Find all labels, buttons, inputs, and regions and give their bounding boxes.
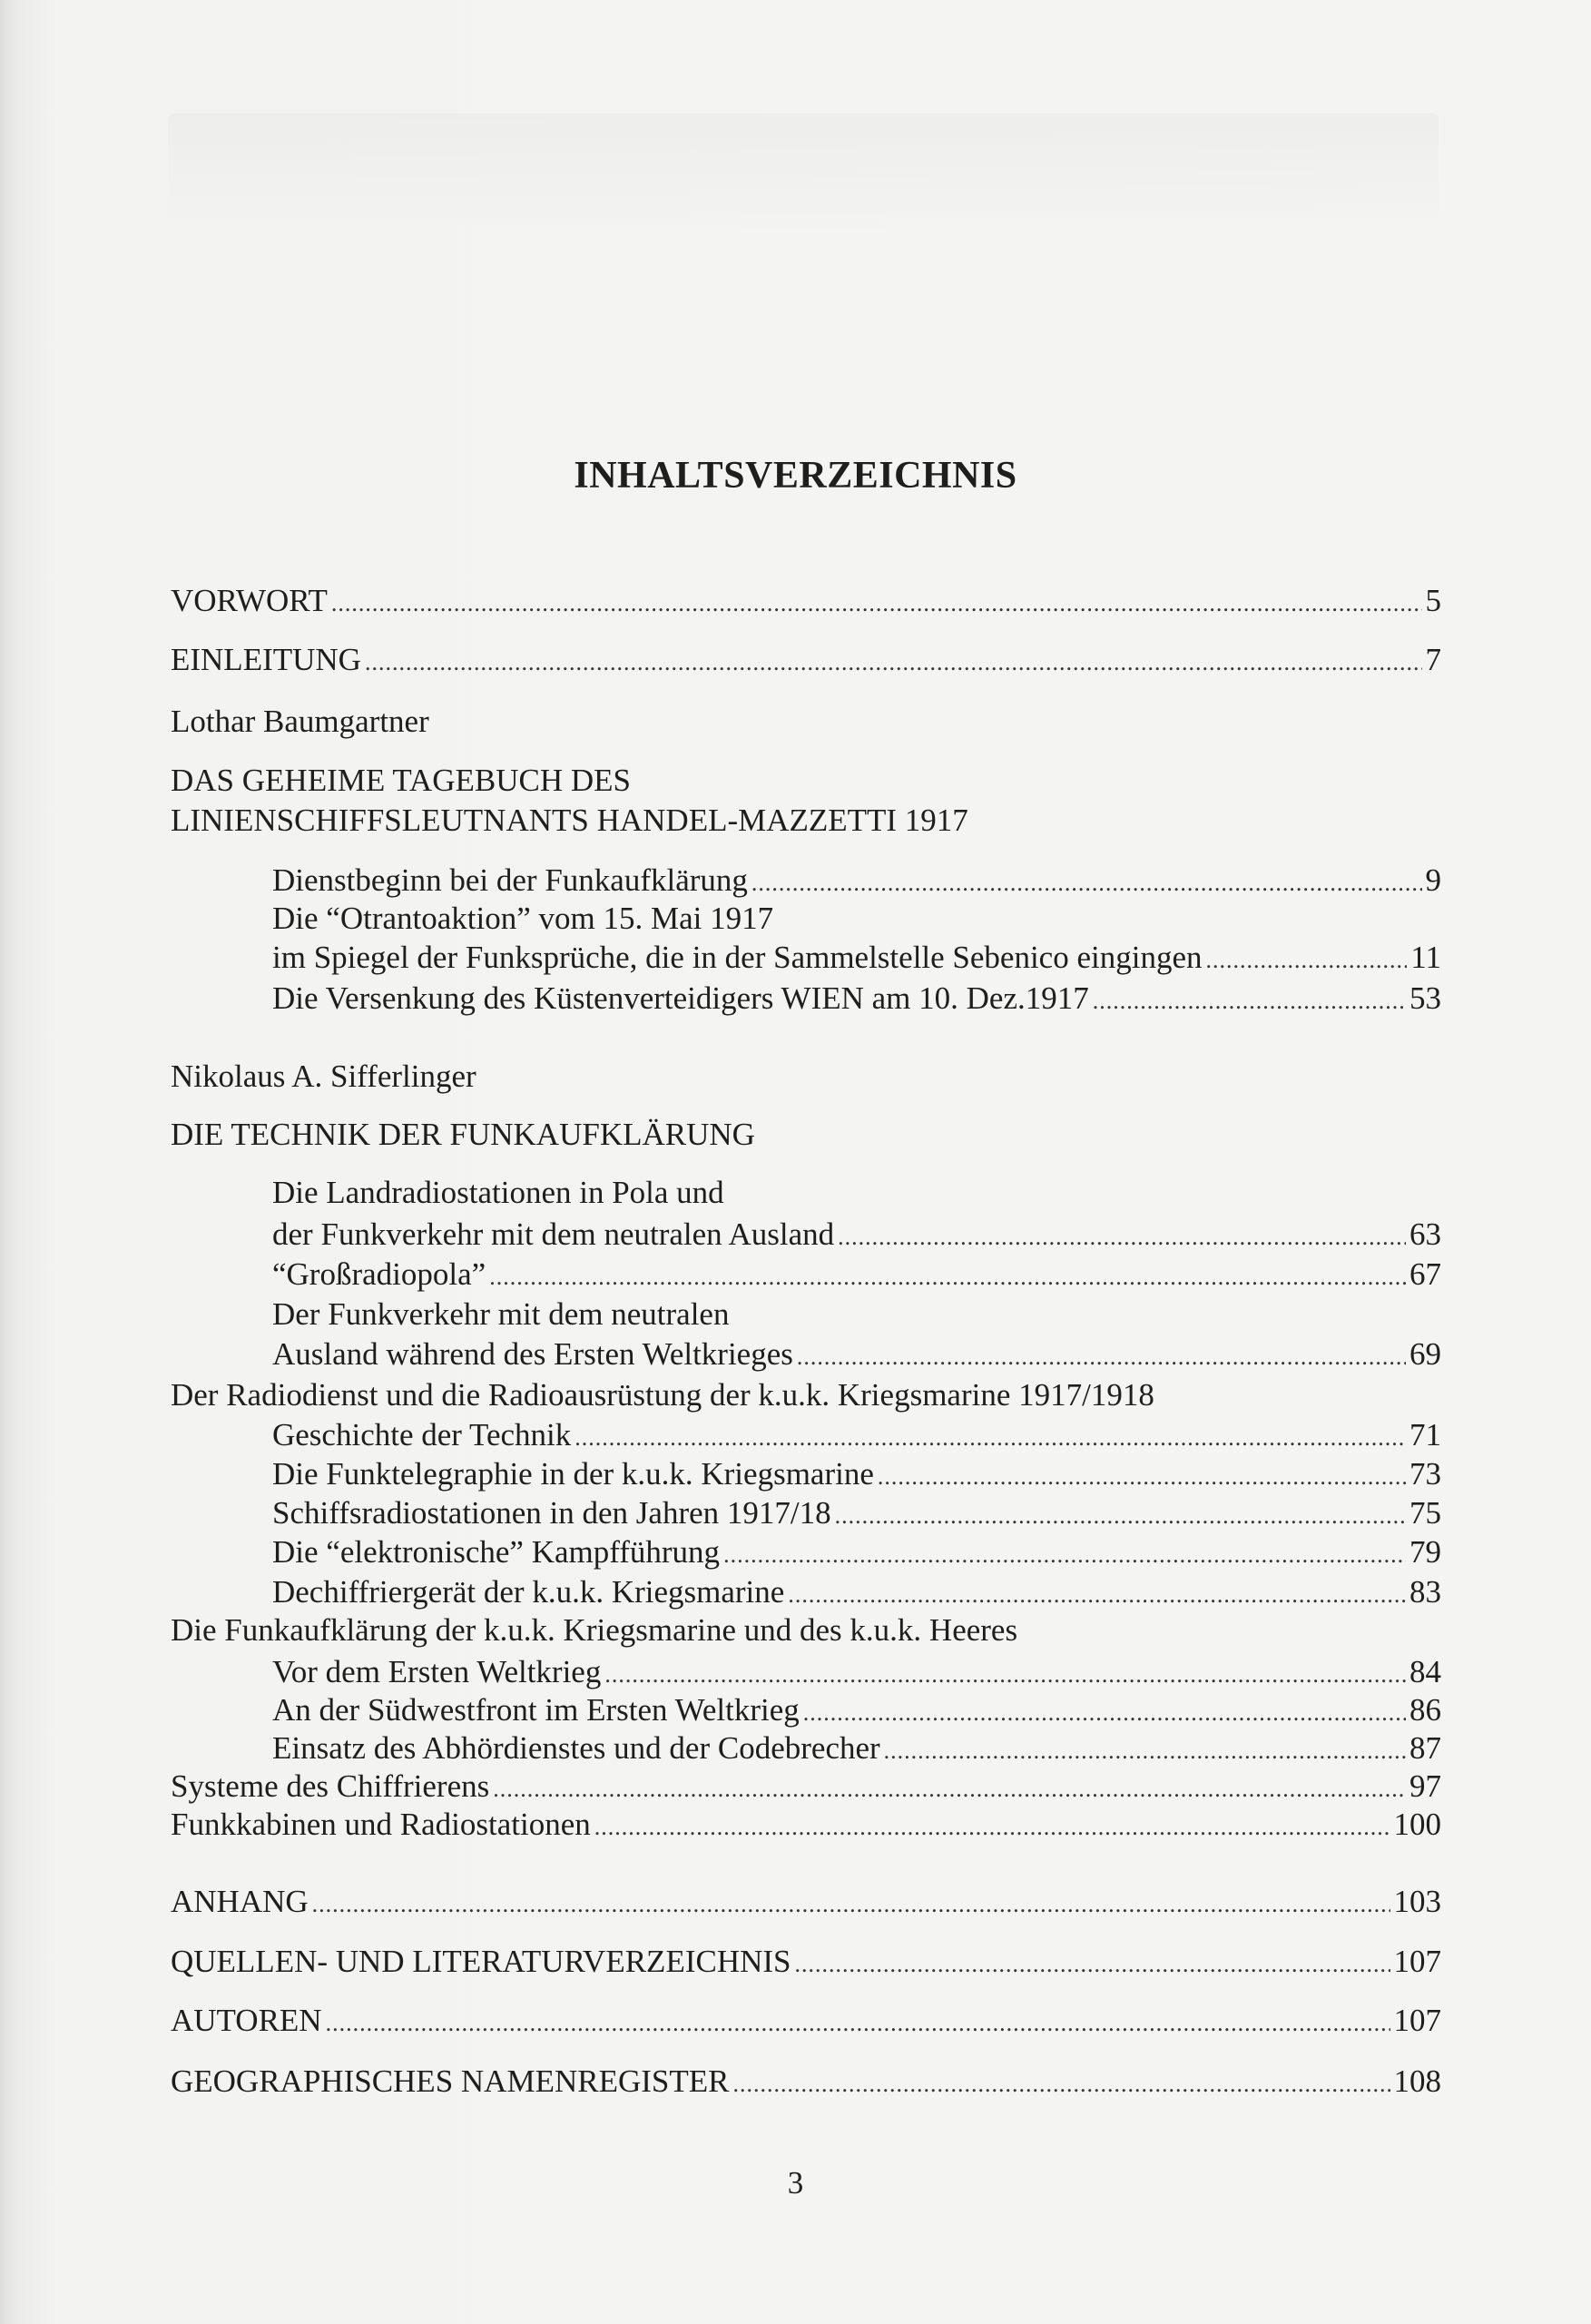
toc-entry-text: LINIENSCHIFFSLEUTNANTS HANDEL-MAZZETTI 1917 xyxy=(171,803,968,838)
dot-leader xyxy=(331,586,1422,622)
toc-entry xyxy=(272,1456,1441,1492)
dot-leader xyxy=(312,1886,1390,1923)
toc-entry-text: ANHANG xyxy=(171,1884,309,1919)
dot-leader xyxy=(795,1946,1390,1983)
toc-entry-text: Einsatz des Abhördienstes und der Codebrecher xyxy=(272,1730,880,1766)
toc-author xyxy=(171,704,1441,740)
toc-entry-text: An der Südwestfront im Ersten Weltkrieg xyxy=(272,1692,800,1728)
toc-entry-text: Systeme des Chiffrierens xyxy=(171,1768,490,1804)
toc-entry-register xyxy=(171,2063,1441,2100)
dot-leader xyxy=(493,1771,1406,1807)
toc-entry-page: 84 xyxy=(1409,1654,1441,1689)
toc-entry-quellen xyxy=(171,1944,1441,1980)
toc-entry-text: der Funkverkehr mit dem neutralen Ausland xyxy=(272,1216,835,1252)
toc-entry xyxy=(272,862,1441,899)
toc-entry-text: EINLEITUNG xyxy=(171,642,361,677)
toc-entry xyxy=(272,1495,1441,1531)
toc-entry xyxy=(272,1534,1441,1571)
toc-entry-text: GEOGRAPHISCHES NAMENREGISTER xyxy=(171,2063,730,2099)
dot-leader xyxy=(604,1657,1406,1693)
toc-entry-text: Ausland während des Ersten Weltkrieges xyxy=(272,1336,793,1372)
toc-entry-page: 108 xyxy=(1393,2063,1441,2099)
dot-leader xyxy=(884,1733,1406,1769)
toc-entry xyxy=(272,1216,1441,1253)
toc-subsection-heading xyxy=(171,1612,1441,1649)
dot-leader xyxy=(489,1259,1406,1295)
toc-entry-text: Nikolaus A. Sifferlinger xyxy=(171,1059,476,1094)
toc-entry-vorwort xyxy=(171,583,1441,619)
toc-entry-page: 63 xyxy=(1409,1216,1441,1252)
toc-entry-text: Funkkabinen und Radiostationen xyxy=(171,1807,591,1842)
show-through-shadow xyxy=(168,113,1439,231)
dot-leader xyxy=(835,1498,1406,1534)
toc-entry-text: Die Versenkung des Küstenverteidigers WIEN am 10. Dez.1917 xyxy=(272,980,1089,1016)
toc-entry-text: Die Landradiostationen in Pola und xyxy=(272,1175,724,1210)
toc-entry-page: 86 xyxy=(1409,1692,1441,1728)
toc-entry xyxy=(272,1574,1441,1610)
toc-entry-text: Die “elektronische” Kampfführung xyxy=(272,1534,721,1570)
toc-entry xyxy=(272,1692,1441,1728)
toc-entry-page: 83 xyxy=(1409,1574,1441,1610)
dot-leader xyxy=(723,1537,1406,1573)
dot-leader xyxy=(594,1809,1390,1846)
toc-entry-page: 107 xyxy=(1393,1944,1441,1979)
toc-entry-text: Vor dem Ersten Weltkrieg xyxy=(272,1654,602,1689)
toc-entry xyxy=(272,901,1441,937)
toc-entry xyxy=(272,1256,1441,1293)
toc-entry-page: 97 xyxy=(1409,1768,1441,1804)
toc-entry xyxy=(272,1336,1441,1373)
dot-leader xyxy=(878,1459,1406,1495)
page-title: INHALTSVERZEICHNIS xyxy=(574,455,1017,497)
toc-entry-text: Der Funkverkehr mit dem neutralen xyxy=(272,1296,730,1332)
toc-entry-text: Dienstbeginn bei der Funkaufklärung xyxy=(272,862,748,898)
toc-entry xyxy=(272,980,1441,1017)
dot-leader xyxy=(1093,983,1406,1019)
toc-entry-page: 103 xyxy=(1393,1884,1441,1919)
toc-entry xyxy=(272,1654,1441,1690)
toc-entry xyxy=(272,940,1441,976)
toc-entry-text: Die Funktelegraphie in der k.u.k. Kriegsmarine xyxy=(272,1456,874,1492)
dot-leader xyxy=(575,1420,1406,1456)
toc-section-heading xyxy=(171,803,1441,839)
toc-subsection-heading xyxy=(171,1377,1441,1413)
toc-entry xyxy=(272,1730,1441,1767)
dot-leader xyxy=(838,1219,1406,1256)
toc-entry-page: 107 xyxy=(1393,2003,1441,2038)
toc-entry-page: 9 xyxy=(1425,862,1441,898)
toc-entry-autoren xyxy=(171,2003,1441,2039)
dot-leader xyxy=(326,2005,1390,2042)
toc-section-heading xyxy=(171,763,1441,799)
toc-entry-text: DAS GEHEIME TAGEBUCH DES xyxy=(171,763,631,798)
toc-entry-text: QUELLEN- UND LITERATURVERZEICHNIS xyxy=(171,1944,791,1979)
toc-entry-page: 5 xyxy=(1425,583,1441,618)
toc-entry-text: Dechiffriergerät der k.u.k. Kriegsmarine xyxy=(272,1574,785,1610)
toc-entry-page: 11 xyxy=(1410,940,1441,975)
toc-entry-text: Lothar Baumgartner xyxy=(171,704,429,739)
toc-entry-text: DIE TECHNIK DER FUNKAUFKLÄRUNG xyxy=(171,1117,755,1152)
toc-section-heading xyxy=(171,1117,1441,1153)
dot-leader xyxy=(803,1695,1406,1731)
toc-entry xyxy=(171,1807,1441,1843)
page-number: 3 xyxy=(787,2165,804,2201)
toc-entry-text: Geschichte der Technik xyxy=(272,1417,572,1452)
toc-entry xyxy=(272,1296,1441,1333)
dot-leader xyxy=(797,1339,1406,1375)
toc-entry-text: AUTOREN xyxy=(171,2003,322,2038)
toc-entry xyxy=(272,1417,1441,1453)
dot-leader xyxy=(732,2066,1390,2102)
toc-entry-text: Die Funkaufklärung der k.u.k. Kriegsmarine und des k.u.k. Heeres xyxy=(171,1612,1018,1648)
toc-entry-page: 100 xyxy=(1393,1807,1441,1842)
toc-entry-page: 7 xyxy=(1425,642,1441,677)
toc-entry-anhang xyxy=(171,1884,1441,1920)
toc-entry-text: VORWORT xyxy=(171,583,328,618)
toc-entry-page: 53 xyxy=(1409,980,1441,1016)
toc-entry-text: “Großradiopola” xyxy=(272,1256,486,1292)
toc-entry-text: im Spiegel der Funksprüche, die in der Sammelstelle Sebenico eingingen xyxy=(272,940,1203,975)
toc-entry-text: Schiffsradiostationen in den Jahren 1917/18 xyxy=(272,1495,831,1531)
toc-entry xyxy=(272,1175,1441,1211)
toc-entry-page: 79 xyxy=(1409,1534,1441,1570)
toc-entry-text: Die “Otrantoaktion” vom 15. Mai 1917 xyxy=(272,901,774,936)
toc-entry-einleitung xyxy=(171,642,1441,678)
dot-leader xyxy=(788,1577,1406,1613)
dot-leader xyxy=(365,645,1422,681)
toc-entry-page: 75 xyxy=(1409,1495,1441,1531)
toc-entry-text: Der Radiodienst und die Radioausrüstung der k.u.k. Kriegsmarine 1917/1918 xyxy=(171,1377,1154,1413)
toc-entry-page: 73 xyxy=(1409,1456,1441,1492)
dot-leader xyxy=(751,865,1422,901)
toc-entry-page: 71 xyxy=(1409,1417,1441,1452)
toc-entry-page: 87 xyxy=(1409,1730,1441,1766)
toc-entry-page: 67 xyxy=(1409,1256,1441,1292)
toc-entry-page: 69 xyxy=(1409,1336,1441,1372)
toc-entry xyxy=(171,1768,1441,1805)
toc-author xyxy=(171,1059,1441,1095)
dot-leader xyxy=(1206,942,1408,979)
